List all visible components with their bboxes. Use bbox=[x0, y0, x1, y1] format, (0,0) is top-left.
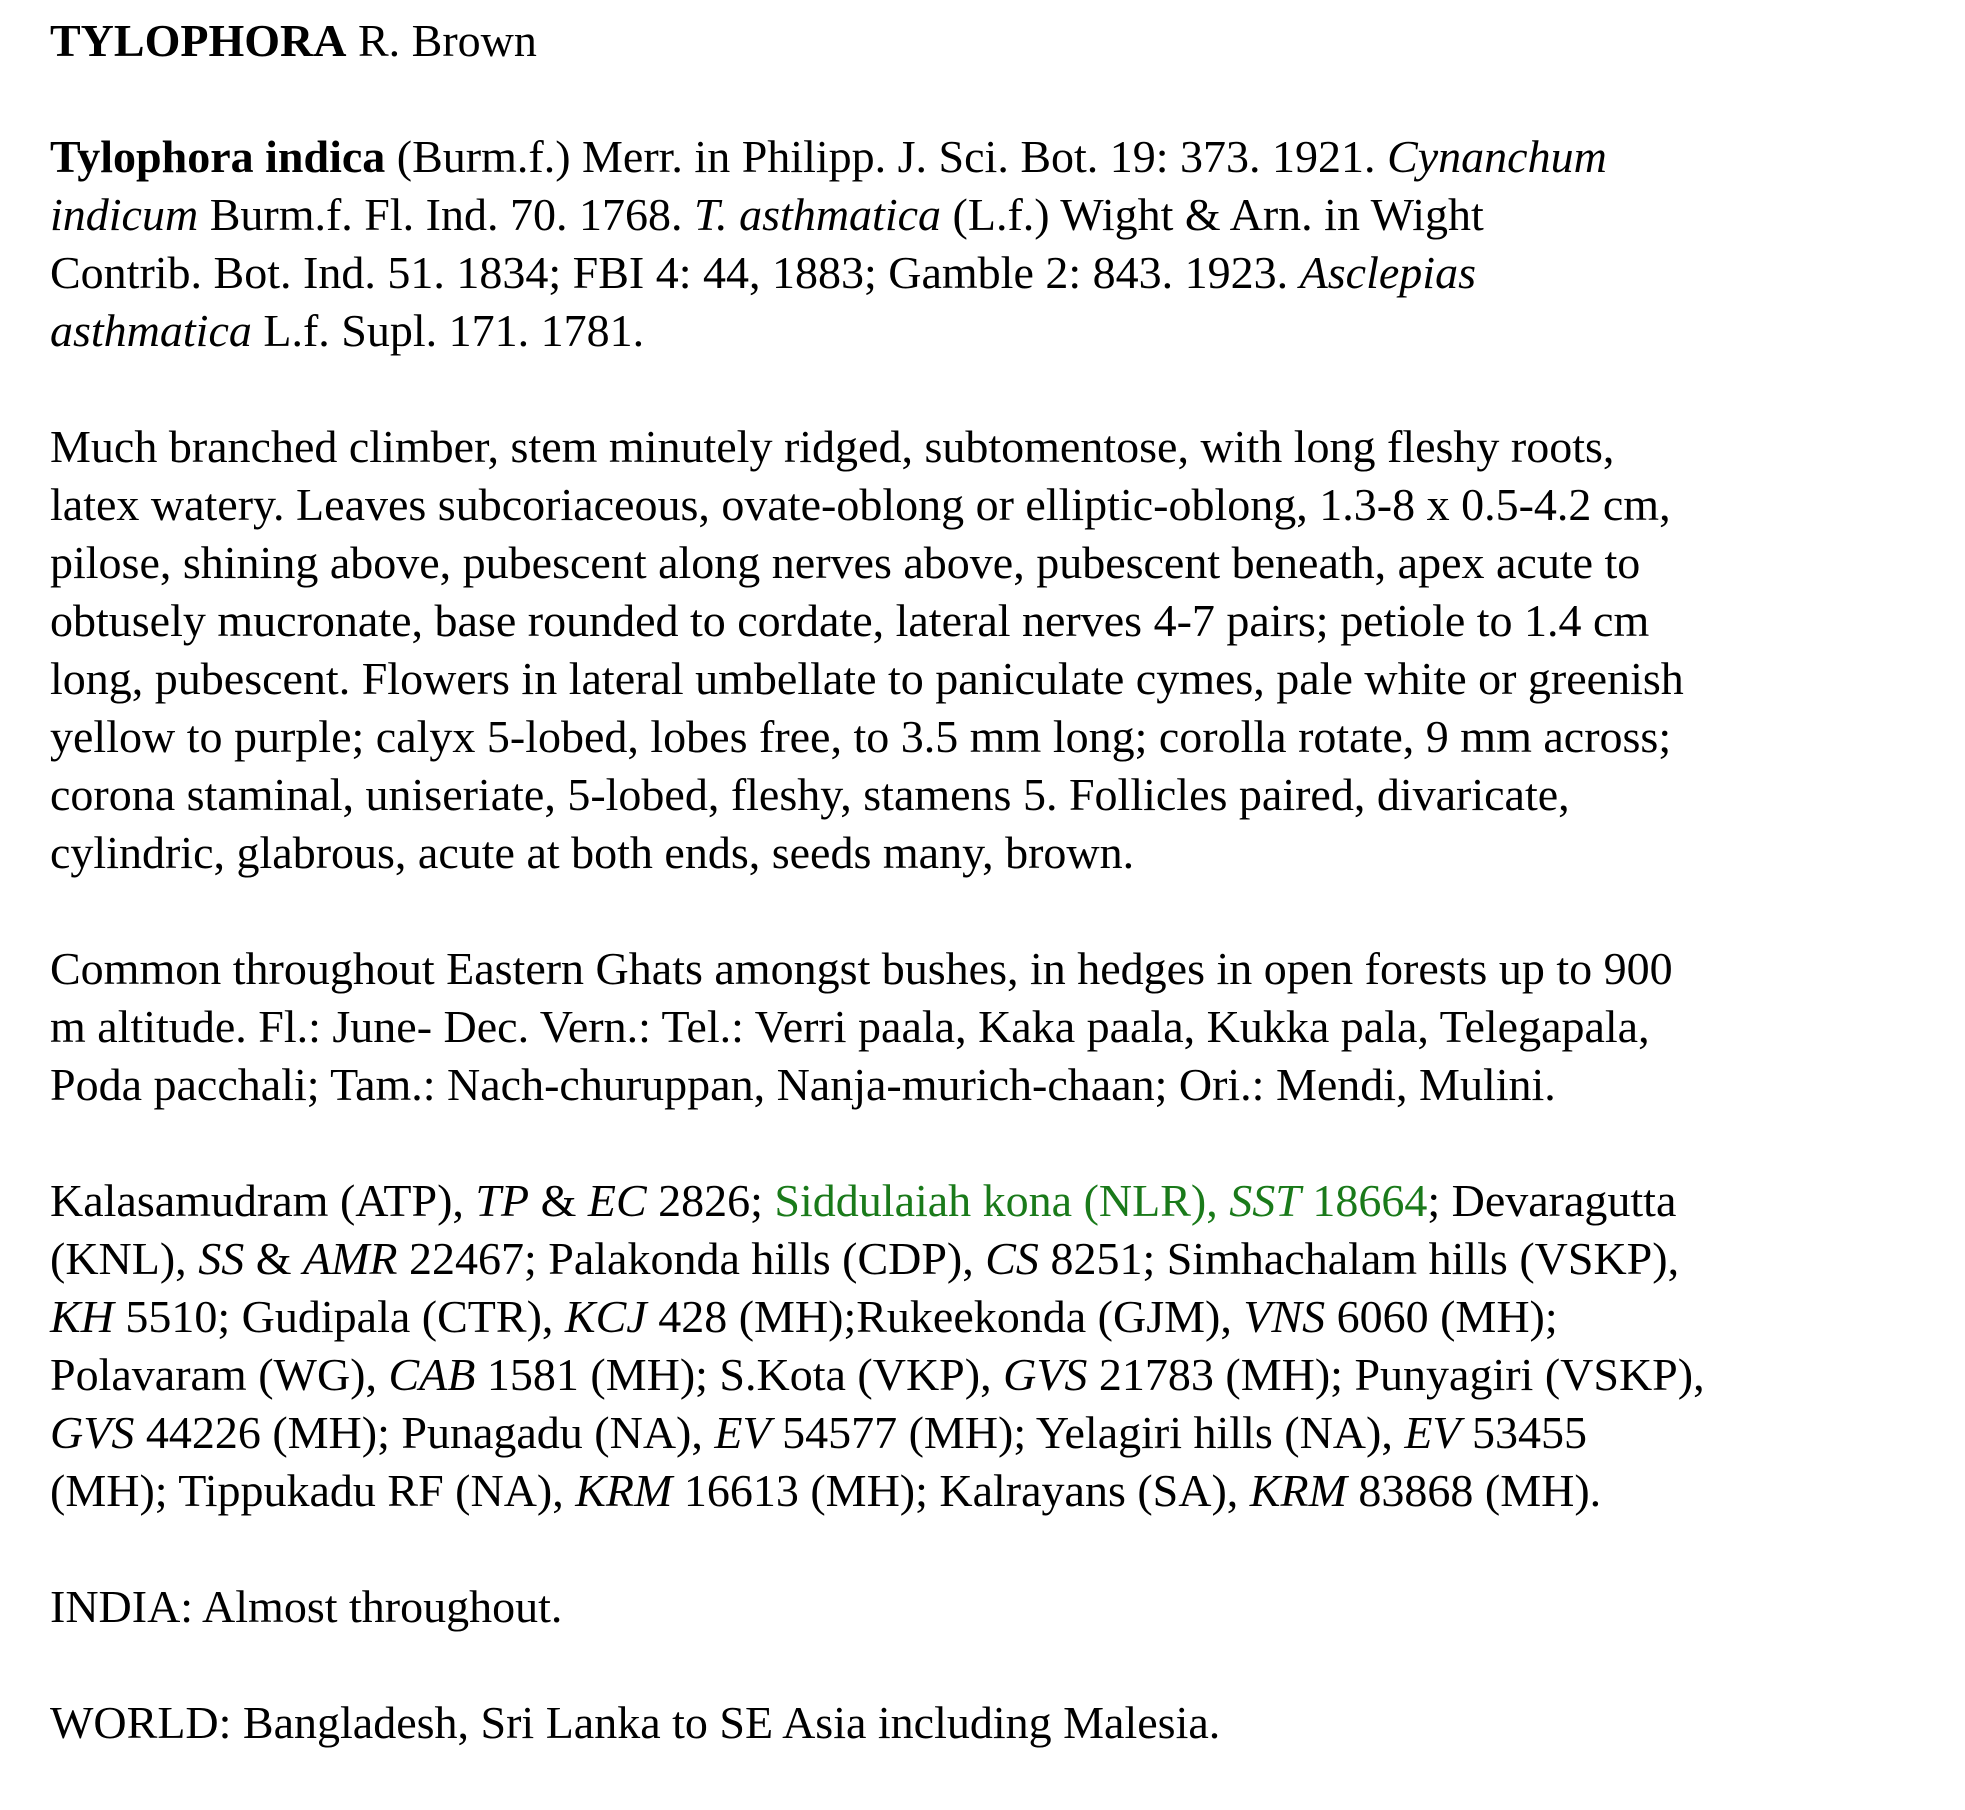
description-line: long, pubescent. Flowers in lateral umbellate to paniculate cymes, pale white or greenish bbox=[50, 653, 1684, 704]
genus-line bbox=[50, 12, 1930, 70]
india-paragraph bbox=[50, 1578, 1930, 1636]
nomenclature-line bbox=[50, 244, 1930, 302]
description-line: pilose, shining above, pubescent along nerves above, pubescent beneath, apex acute to bbox=[50, 537, 1641, 588]
locality-text: 21783 (MH); Punyagiri (VSKP), bbox=[1087, 1349, 1705, 1400]
citation-text: (L.f.) Wight & Arn. in Wight bbox=[952, 189, 1484, 240]
collector-code: KRM bbox=[575, 1465, 673, 1516]
citation-text: (Burm.f.) Merr. in Philipp. J. Sci. Bot. 19: 373. 1921. bbox=[396, 131, 1376, 182]
locality-text: 53455 bbox=[1460, 1407, 1588, 1458]
locality-text: 2826; bbox=[646, 1175, 775, 1226]
locality-text: (MH); Tippukadu RF (NA), bbox=[50, 1465, 576, 1516]
locality-text: 5510; Gudipala (CTR), bbox=[113, 1291, 565, 1342]
description-line: corona staminal, uniseriate, 5-lobed, fleshy, stamens 5. Follicles paired, divaricate, bbox=[50, 769, 1570, 820]
locality-text: & bbox=[244, 1233, 303, 1284]
description-line: Much branched climber, stem minutely ridged, subtomentose, with long fleshy roots, bbox=[50, 421, 1615, 472]
collector-code: SS bbox=[198, 1233, 245, 1284]
highlighted-specimen bbox=[774, 1175, 1427, 1226]
distribution-paragraph bbox=[50, 940, 1930, 1114]
locality-text: & bbox=[529, 1175, 588, 1226]
genus-heading bbox=[50, 12, 1930, 70]
collector-code: KH bbox=[50, 1291, 114, 1342]
description-line: cylindric, glabrous, acute at both ends, seeds many, brown. bbox=[50, 827, 1135, 878]
collector-code: KRM bbox=[1249, 1465, 1347, 1516]
collector-code: AMR bbox=[302, 1233, 398, 1284]
species-page bbox=[50, 12, 1930, 1810]
collector-code: EC bbox=[587, 1175, 647, 1226]
synonym-name: T. asthmatica bbox=[693, 189, 942, 240]
locality-text: 44226 (MH); Punagadu (NA), bbox=[134, 1407, 715, 1458]
collector-code: CAB bbox=[388, 1349, 476, 1400]
distribution-line: m altitude. Fl.: June- Dec. Vern.: Tel.: Verri paala, Kaka paala, Kukka pala, Telegapala, bbox=[50, 1001, 1650, 1052]
specimen-line bbox=[50, 1288, 1930, 1346]
specimen-line bbox=[50, 1230, 1930, 1288]
nomenclature-line bbox=[50, 128, 1930, 186]
genus-name: TYLOPHORA bbox=[50, 15, 347, 66]
synonym-name: Asclepias bbox=[1299, 247, 1476, 298]
specimens-paragraph bbox=[50, 1172, 1930, 1520]
locality-text: 16613 (MH); Kalrayans (SA), bbox=[672, 1465, 1250, 1516]
nomenclature-line bbox=[50, 302, 1930, 360]
specimen-line bbox=[50, 1346, 1930, 1404]
synonym-name: indicum bbox=[50, 189, 199, 240]
collector-code: GVS bbox=[1003, 1349, 1088, 1400]
locality-text: 1581 (MH); S.Kota (VKP), bbox=[475, 1349, 1004, 1400]
citation-text: L.f. Supl. 171. 1781. bbox=[263, 305, 645, 356]
locality-text: 6060 (MH); bbox=[1325, 1291, 1558, 1342]
collector-code: TP bbox=[475, 1175, 530, 1226]
locality-text: Polavaram (WG), bbox=[50, 1349, 389, 1400]
collector-code: SST bbox=[1229, 1175, 1301, 1226]
synonym-name: Cynanchum bbox=[1387, 131, 1607, 182]
collector-code: GVS bbox=[50, 1407, 135, 1458]
locality-text: 22467; Palakonda hills (CDP), bbox=[397, 1233, 986, 1284]
locality-text: 428 (MH);Rukeekonda (GJM), bbox=[646, 1291, 1244, 1342]
locality-text: Kalasamudram (ATP), bbox=[50, 1175, 476, 1226]
description-line: obtusely mucronate, base rounded to cordate, lateral nerves 4-7 pairs; petiole to 1.4 cm bbox=[50, 595, 1650, 646]
distribution-line: Poda pacchali; Tam.: Nach-churuppan, Nanja-murich-chaan; Ori.: Mendi, Mulini. bbox=[50, 1059, 1556, 1110]
description-paragraph bbox=[50, 418, 1930, 882]
specimen-line bbox=[50, 1172, 1930, 1230]
species-name: Tylophora indica bbox=[50, 131, 386, 182]
collector-code: EV bbox=[1404, 1407, 1461, 1458]
synonym-name: asthmatica bbox=[50, 305, 252, 356]
india-distribution: INDIA: Almost throughout. bbox=[50, 1581, 563, 1632]
collector-code: KCJ bbox=[564, 1291, 647, 1342]
locality-text: ; Devaragutta bbox=[1427, 1175, 1677, 1226]
world-distribution: WORLD: Bangladesh, Sri Lanka to SE Asia including Malesia. bbox=[50, 1697, 1221, 1748]
citation-text: Contrib. Bot. Ind. 51. 1834; FBI 4: 44, 1883; Gamble 2: 843. 1923. bbox=[50, 247, 1289, 298]
description-line: yellow to purple; calyx 5-lobed, lobes free, to 3.5 mm long; corolla rotate, 9 mm across; bbox=[50, 711, 1672, 762]
collector-code: VNS bbox=[1243, 1291, 1326, 1342]
world-paragraph bbox=[50, 1694, 1930, 1752]
collector-code: EV bbox=[714, 1407, 771, 1458]
collector-code: CS bbox=[985, 1233, 1039, 1284]
specimen-number: 18664 bbox=[1300, 1175, 1428, 1226]
citation-text: Burm.f. Fl. Ind. 70. 1768. bbox=[209, 189, 683, 240]
genus-author: R. Brown bbox=[357, 15, 537, 66]
nomenclature-line bbox=[50, 186, 1930, 244]
specimen-line bbox=[50, 1404, 1930, 1462]
locality-text: 83868 (MH). bbox=[1346, 1465, 1602, 1516]
locality-text: (KNL), bbox=[50, 1233, 199, 1284]
distribution-line: Common throughout Eastern Ghats amongst bushes, in hedges in open forests up to 900 bbox=[50, 943, 1673, 994]
locality-text: 8251; Simhachalam hills (VSKP), bbox=[1038, 1233, 1680, 1284]
description-line: latex watery. Leaves subcoriaceous, ovate-oblong or elliptic-oblong, 1.3-8 x 0.5-4.2 cm, bbox=[50, 479, 1671, 530]
locality-text: Siddulaiah kona (NLR), bbox=[774, 1175, 1230, 1226]
locality-text: 54577 (MH); Yelagiri hills (NA), bbox=[770, 1407, 1405, 1458]
nomenclature-paragraph bbox=[50, 128, 1930, 360]
specimen-line bbox=[50, 1462, 1930, 1520]
